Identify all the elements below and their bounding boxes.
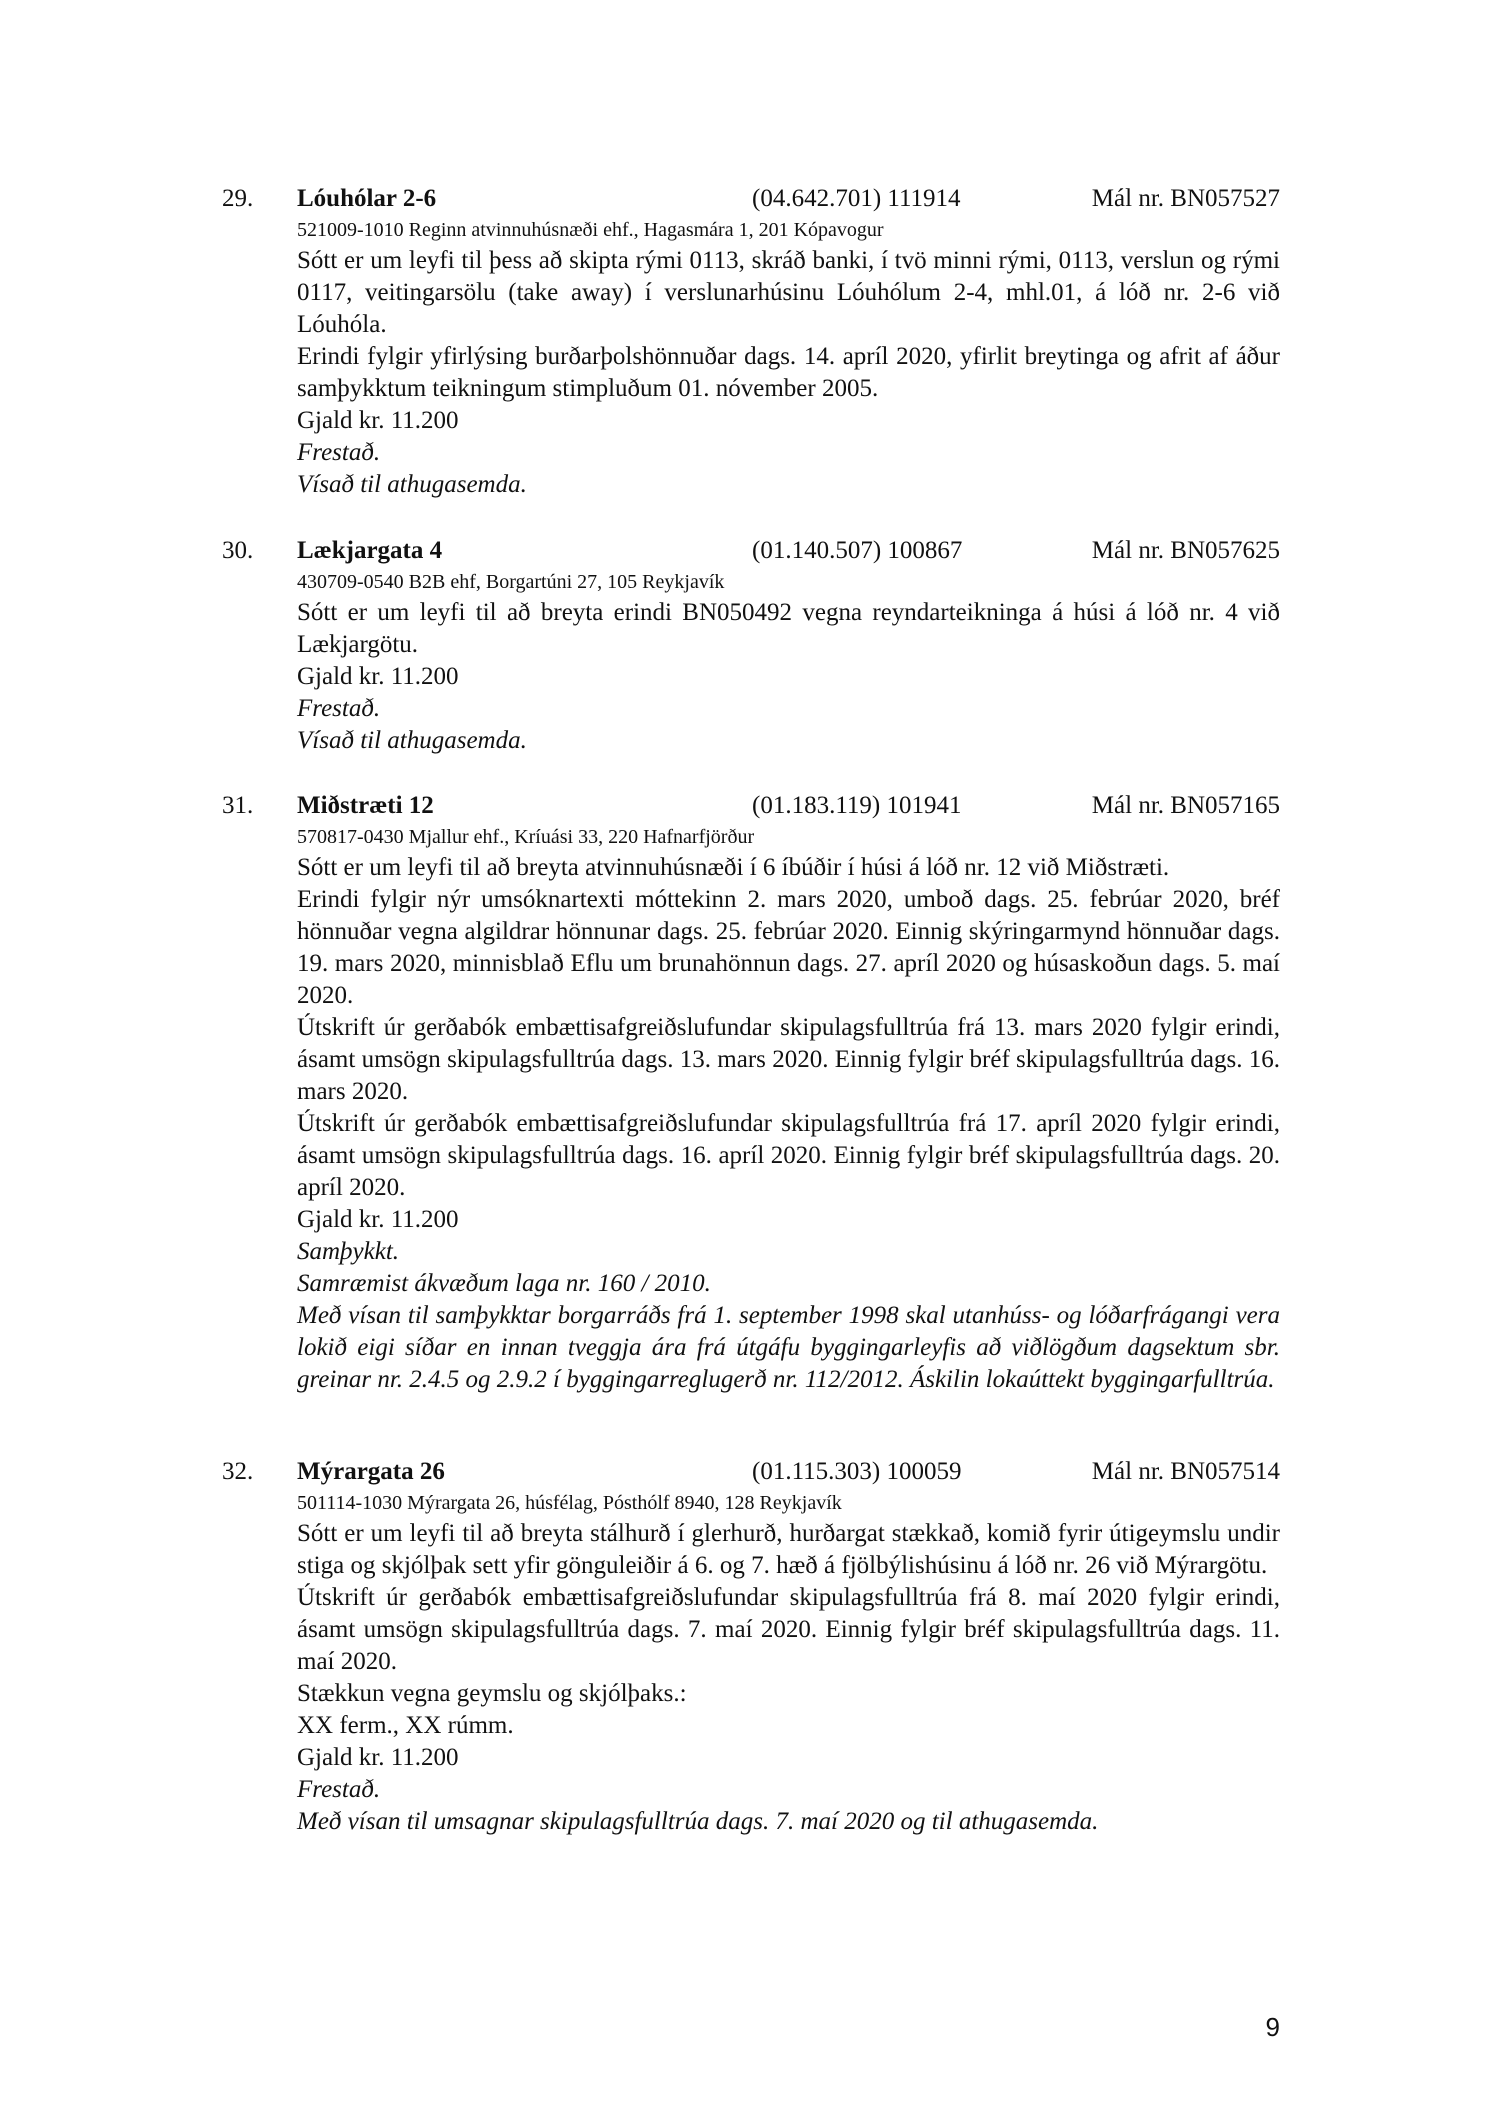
entry-owner: 501114-1030 Mýrargata 26, húsfélag, Pósthólf 8940, 128 Reykjavík [297, 1492, 842, 1514]
entry-property-ids: (01.115.303) 100059 [752, 1458, 962, 1485]
entry-header [222, 534, 1280, 568]
entry-decision: Frestað. [297, 439, 381, 466]
entry-case-number: Mál nr. BN057514 [1091, 1458, 1280, 1485]
entry-number: 32. [222, 1458, 254, 1485]
entry-paragraph: Erindi fylgir nýr umsóknartexti móttekinn 2. mars 2020, umboð dags. 25. febrúar 2020, bréf hönnuðar vegna algildrar hönnunar dags. 25. febrúar 2020. Einnig skýringarmynd hönnuðar dags. 19. mars 2020, minnisblað Eflu um brunahönnun dags. 27. apríl 2020 og húsaskoðun dags. 5. maí 2020. [297, 886, 1280, 1009]
entry-owner: 521009-1010 Reginn atvinnuhúsnæði ehf., Hagasmára 1, 201 Kópavogur [297, 219, 884, 241]
entry-address: Lækjargata 4 [297, 537, 443, 564]
entry-fee: Gjald kr. 11.200 [297, 663, 459, 690]
entry-property-ids: (01.140.507) 100867 [752, 537, 963, 564]
entry-decision: Vísað til athugasemda. [297, 727, 527, 754]
entry-owner: 570817-0430 Mjallur ehf., Kríuási 33, 220 Hafnarfjörður [297, 826, 755, 848]
entry-paragraph: Sótt er um leyfi til þess að skipta rými 0113, skráð banki, í tvö minni rými, 0113, verslun og rými 0117, veitingarsölu (take away) í verslunarhúsinu Lóuhólum 2-4, mhl.01, á lóð nr. 2-6 við Lóuhóla. [297, 247, 1280, 338]
entry-paragraph: Erindi fylgir yfirlýsing burðarþolshönnuðar dags. 14. apríl 2020, yfirlit breytinga og afrit af áður samþykktum teikningum stimpluðum 01. nóvember 2005. [297, 343, 1280, 402]
entry-paragraph: XX ferm., XX rúmm. [297, 1712, 514, 1739]
entry-paragraph: Útskrift úr gerðabók embættisafgreiðslufundar skipulagsfulltrúa frá 8. maí 2020 fylgir erindi, ásamt umsögn skipulagsfulltrúa dags. 7. maí 2020. Einnig fylgir bréf skipulagsfulltrúa dags. 11. maí 2020. [297, 1584, 1280, 1675]
entry-case-number: Mál nr. BN057527 [1091, 185, 1280, 212]
page-number: 9 [1265, 2012, 1280, 2042]
case-entry-29 [222, 182, 1280, 501]
case-entry-30 [222, 534, 1280, 757]
entry-number: 30. [222, 537, 254, 564]
entry-header [222, 182, 1280, 216]
entry-decision: Með vísan til samþykktar borgarráðs frá 1. september 1998 skal utanhúss- og lóðarfrágangi vera lokið eigi síðar en innan tveggja ára frá útgáfu byggingarleyfis að viðlögðum dagsektum sbr. greinar nr. 2.4.5 og 2.9.2 í byggingarreglugerð nr. 112/2012. Áskilin lokaúttekt byggingarfulltrúa. [297, 1302, 1280, 1393]
entry-decision: Með vísan til umsagnar skipulagsfulltrúa dags. 7. maí 2020 og til athugasemda. [297, 1808, 1099, 1835]
entry-fee: Gjald kr. 11.200 [297, 407, 459, 434]
entry-fee: Gjald kr. 11.200 [297, 1744, 459, 1771]
entry-paragraph: Sótt er um leyfi til að breyta stálhurð í glerhurð, hurðargat stækkað, komið fyrir útigeymslu undir stiga og skjólþak sett yfir gönguleiðir á 6. og 7. hæð á fjölbýlishúsinu á lóð nr. 26 við Mýrargötu. [297, 1520, 1280, 1579]
case-entry-32 [222, 1455, 1280, 1838]
entry-decision: Samræmist ákvæðum laga nr. 160 / 2010. [297, 1270, 711, 1297]
entry-fee: Gjald kr. 11.200 [297, 1206, 459, 1233]
entry-case-number: Mál nr. BN057625 [1091, 537, 1280, 564]
entry-number: 29. [222, 185, 254, 212]
entry-paragraph: Sótt er um leyfi til að breyta erindi BN050492 vegna reyndarteikninga á húsi á lóð nr. 4 við Lækjargötu. [297, 599, 1280, 658]
entry-address: Miðstræti 12 [297, 792, 434, 819]
entry-property-ids: (01.183.119) 101941 [752, 792, 962, 819]
entry-address: Mýrargata 26 [297, 1458, 445, 1485]
entry-header [222, 1455, 1280, 1489]
entry-header [222, 789, 1280, 823]
entry-decision: Frestað. [297, 1776, 381, 1803]
entry-paragraph: Útskrift úr gerðabók embættisafgreiðslufundar skipulagsfulltrúa frá 17. apríl 2020 fylgir erindi, ásamt umsögn skipulagsfulltrúa dags. 16. apríl 2020. Einnig fylgir bréf skipulagsfulltrúa dags. 20. apríl 2020. [297, 1110, 1280, 1201]
case-entry-31 [222, 789, 1280, 1396]
entry-property-ids: (04.642.701) 111914 [752, 185, 961, 212]
entry-paragraph: Sótt er um leyfi til að breyta atvinnuhúsnæði í 6 íbúðir í húsi á lóð nr. 12 við Miðstræti. [297, 854, 1170, 881]
entry-decision: Vísað til athugasemda. [297, 471, 527, 498]
entry-decision: Frestað. [297, 695, 381, 722]
entry-owner: 430709-0540 B2B ehf, Borgartúni 27, 105 Reykjavík [297, 571, 725, 593]
entry-decision: Samþykkt. [297, 1238, 400, 1265]
entry-number: 31. [222, 792, 254, 819]
entry-address: Lóuhólar 2-6 [297, 185, 437, 212]
entry-paragraph: Útskrift úr gerðabók embættisafgreiðslufundar skipulagsfulltrúa frá 13. mars 2020 fylgir erindi, ásamt umsögn skipulagsfulltrúa dags. 13. mars 2020. Einnig fylgir bréf skipulagsfulltrúa dags. 16. mars 2020. [297, 1014, 1280, 1105]
entry-case-number: Mál nr. BN057165 [1091, 792, 1280, 819]
entry-paragraph: Stækkun vegna geymslu og skjólþaks.: [297, 1680, 687, 1707]
